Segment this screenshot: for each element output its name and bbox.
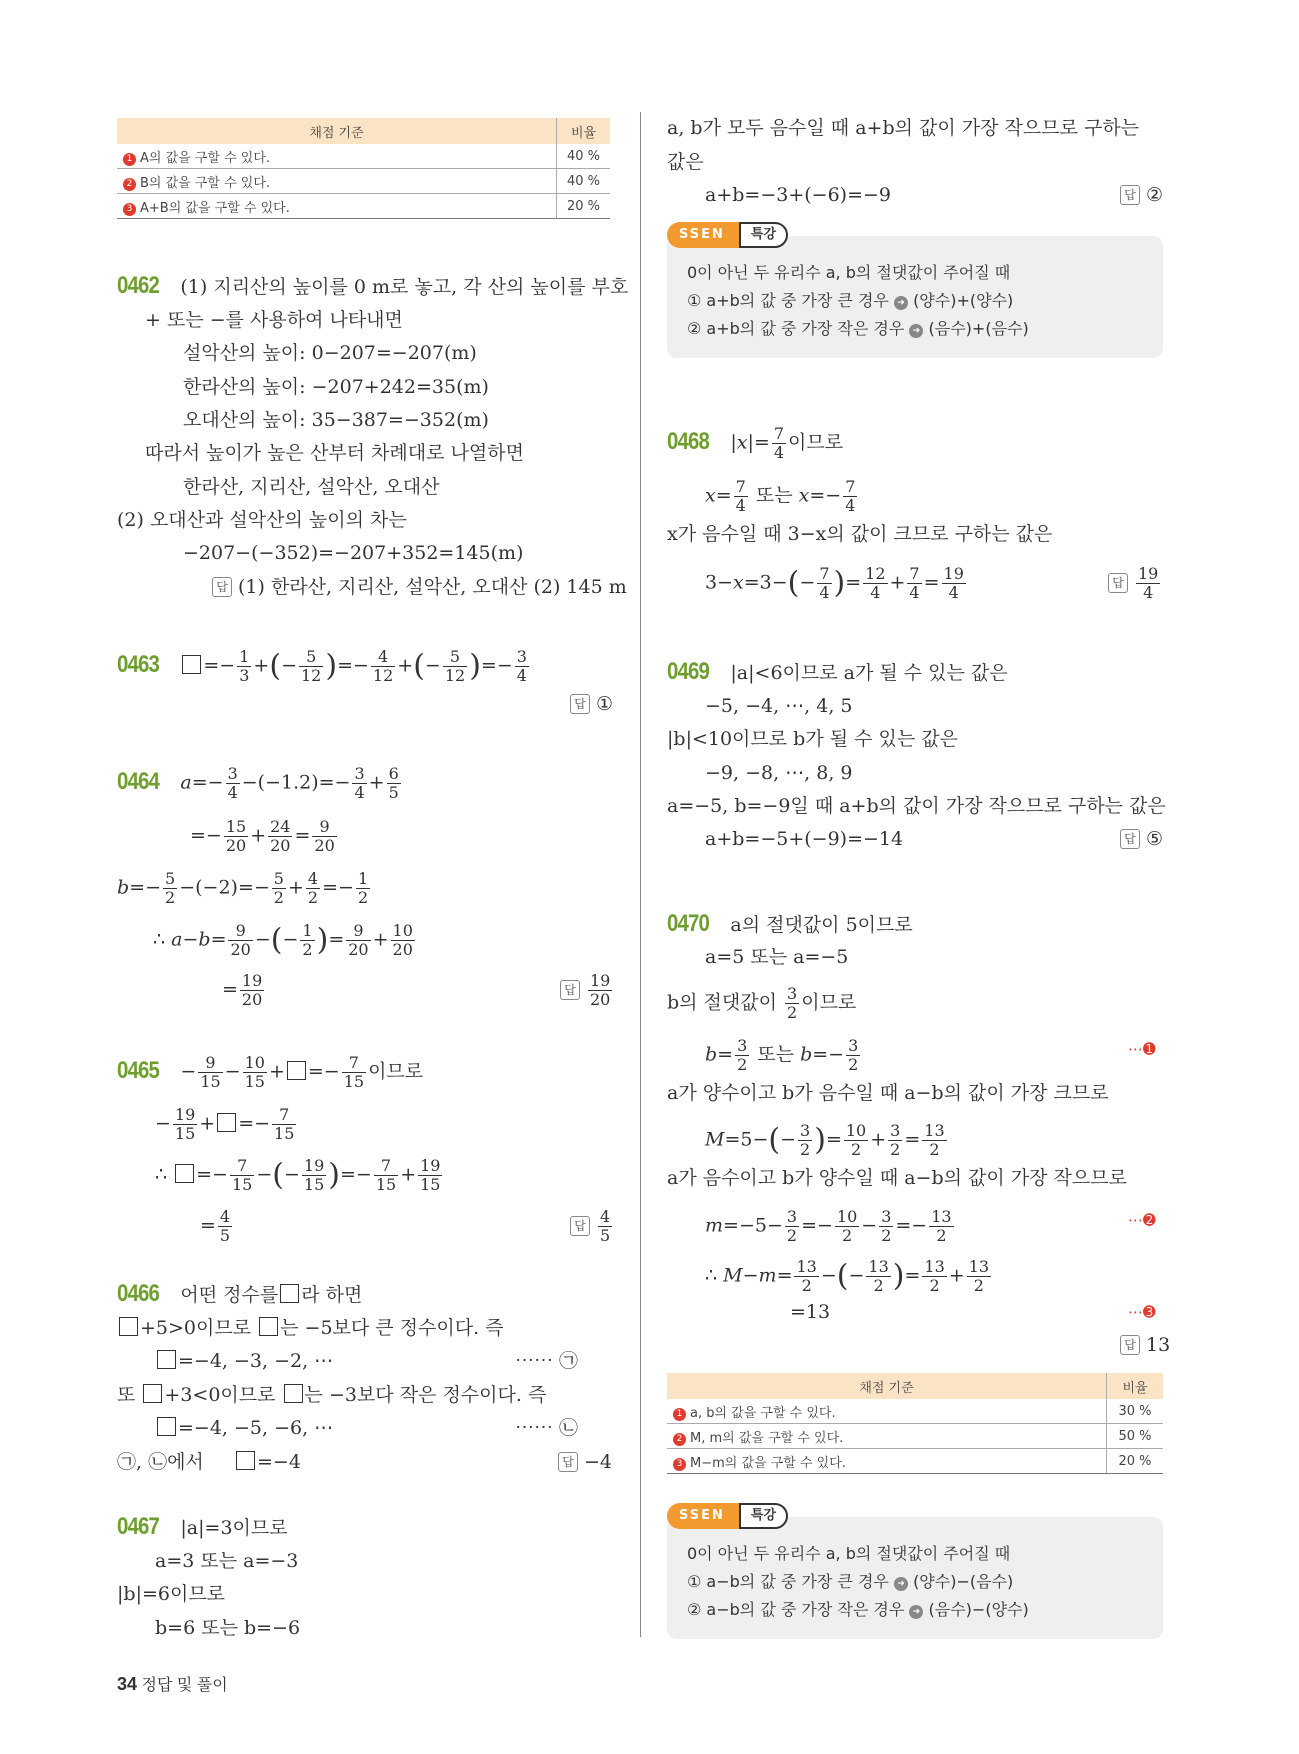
ssen-tag: SSEN 특강 [667,1503,788,1529]
problem-0462-line-5: 오대산의 높이: 35−387=−352(m) [183,409,489,431]
ratio-value: 40 % [557,144,611,169]
criteria-text: a, b의 값을 구할 수 있다. [690,1405,836,1421]
problem-0467-line-2: a=3 또는 a=−3 [155,1550,299,1572]
arrow-right-icon: ➜ [909,1605,923,1619]
problem-0465-answer: 답 $\frac{4}{5}$ [570,1208,614,1245]
table-row [667,1424,1163,1449]
problem-0466-answer: 답 −4 [558,1450,612,1474]
problem-0462-line-8: (2) 오대산과 설악산의 높이의 차는 [117,509,407,531]
problem-0465-line-1: 0465 − $\frac{9}{15}$ − $\frac{10}{15}$ + =− $\frac{7}{15}$ 이므로 [117,1053,424,1091]
problem-0469-line-1: 0469 |a|<6이므로 a가 될 수 있는 값은 [667,658,1008,685]
arrow-right-icon: ➜ [909,324,923,338]
continued-line-3: a+b=−3+(−6)=−9 [705,184,892,206]
ratio-value: 40 % [557,169,611,194]
step-3-icon: 3 [673,1458,686,1471]
ratio-value: 20 % [557,194,611,219]
problem-0467-line-3: |b|=6이므로 [117,1583,226,1605]
problem-0470-line-10: =13 [790,1301,831,1323]
problem-0467-line-1: 0467 |a|=3이므로 [117,1513,288,1540]
arrow-right-icon: ➜ [894,296,908,310]
problem-0463-line-1: 0463 =− $\frac{1}{3}$ +(− $\frac{5}{12}$ )=− $\frac{4}{12}$ +(− $\frac{5}{12}$ )=− $\frac{3}{4}$ [117,647,527,685]
criteria-header: 채점 기준 [117,118,557,144]
score-table-header [117,118,610,144]
problem-0462-line-4: 한라산의 높이: −207+242=35(m) [183,376,489,398]
step-1-icon: 1 [673,1408,686,1421]
answer-icon: 답 [570,694,590,714]
problem-0470-line-6: M=5−(− $\frac{3}{2}$ )= $\frac{10}{2}$ + $\frac{3}{2}$ = $\frac{13}{2}$ [705,1121,945,1159]
ssen-line: 0이 아닌 두 유리수 a, b의 절댓값이 주어질 때 [687,263,1011,282]
step-3-icon: 3 [123,203,136,216]
problem-0464-line-5: = $\frac{19}{20}$ [222,971,263,1009]
problem-0470-line-5: a가 양수이고 b가 음수일 때 a−b의 값이 가장 크므로 [667,1082,1109,1104]
answer-icon: 답 [558,1452,578,1472]
problem-0469-line-6: a+b=−5+(−9)=−14 [705,828,904,850]
ratio-header: 비율 [1107,1373,1164,1399]
problem-0462-line-1: 0462 (1) 지리산의 높이를 0 m로 놓고, 각 산의 높이를 부호 [117,272,629,299]
criteria-header: 채점 기준 [667,1373,1107,1399]
problem-0465-line-3: ∴ =− $\frac{7}{15}$ −(− $\frac{19}{15}$ )=− $\frac{7}{15}$ + $\frac{19}{15}$ [155,1156,441,1194]
problem-number: 0467 [117,1513,159,1540]
column-divider [640,112,641,1637]
criteria-text: B의 값을 구할 수 있다. [140,175,271,191]
step-2-icon: 2 [673,1433,686,1446]
step-2-marker: ⋯➋ [1128,1211,1156,1229]
problem-0462-answer: 답 (1) 한라산, 지리산, 설악산, 오대산 (2) 145 m [212,575,627,599]
equation-marker: ⋯⋯ ㉠ [515,1350,579,1372]
problem-number: 0470 [667,910,709,937]
continued-line-2: 값은 [667,151,704,173]
table-row [667,1399,1163,1424]
criteria-text: A+B의 값을 구할 수 있다. [140,200,290,216]
problem-0462-line-6: 따라서 높이가 높은 산부터 차례대로 나열하면 [145,442,524,464]
table-row [117,194,610,219]
problem-0464-line-4: ∴ a−b= $\frac{9}{20}$ −(− $\frac{1}{2}$ )= $\frac{9}{20}$ + $\frac{10}{20}$ [153,921,413,959]
answer-icon: 답 [1120,1335,1140,1355]
problem-0465-line-4: = $\frac{4}{5}$ [200,1207,231,1245]
problem-number: 0464 [117,767,159,795]
problem-number: 0468 [667,427,709,455]
problem-0469-line-5: a=−5, b=−9일 때 a+b의 값이 가장 작으므로 구하는 값은 [667,795,1166,817]
answer-icon: 답 [1120,185,1140,205]
ssen-tip-box-2 [667,1508,1163,1639]
score-table-2 [667,1373,1163,1474]
answer-icon: 답 [1120,829,1140,849]
criteria-text: A의 값을 구할 수 있다. [140,150,271,166]
continued-line-1: a, b가 모두 음수일 때 a+b의 값이 가장 작으므로 구하는 [667,117,1140,139]
step-1-marker: ⋯➊ [1128,1040,1156,1058]
problem-0467-line-4: b=6 또는 b=−6 [155,1617,301,1639]
step-1-icon: 1 [123,153,136,166]
problem-0468-answer: 답 $\frac{19}{4}$ [1108,565,1162,602]
step-2-icon: 2 [123,178,136,191]
problem-0462-line-7: 한라산, 지리산, 설악산, 오대산 [183,476,440,498]
ssen-tip-box-1 [667,227,1163,358]
problem-0466-line-3: =−4, −3, −2, ⋯ [155,1349,333,1373]
problem-number: 0469 [667,658,709,685]
problem-0462-line-2: + 또는 −를 사용하여 나타내면 [145,309,403,331]
problem-0464-line-2: =− $\frac{15}{20}$ + $\frac{24}{20}$ = $\frac{9}{20}$ [190,817,335,855]
problem-0464-answer: 답 $\frac{19}{20}$ [560,972,614,1009]
problem-0463-answer: 답 ① [570,692,613,716]
problem-0466-line-2: +5>0이므로 는 −5보다 큰 정수이다. 즉 [117,1316,504,1340]
problem-0470-line-4: b= $\frac{3}{2}$ 또는 b=− $\frac{3}{2}$ [705,1036,859,1074]
table-row [667,1449,1163,1474]
ssen-line: ① a+b의 값 중 가장 큰 경우 ➜ (양수)+(양수) [687,291,1014,310]
problem-number: 0462 [117,272,159,299]
ratio-header: 비율 [557,118,611,144]
problem-0469-line-3: |b|<10이므로 b가 될 수 있는 값은 [667,728,958,750]
problem-0466-line-4: 또 +3<0이므로 는 −3보다 작은 정수이다. 즉 [117,1384,547,1406]
problem-0466-line-6: ㉠, ㉡에서 =−4 [117,1451,301,1473]
arrow-right-icon: ➜ [894,1577,908,1591]
problem-0462-line-3: 설악산의 높이: 0−207=−207(m) [183,342,477,364]
answer-icon: 답 [212,577,232,597]
ssen-line: ② a−b의 값 중 가장 작은 경우 ➜ (음수)−(양수) [687,1600,1029,1619]
problem-0469-line-4: −9, −8, ⋯, 8, 9 [705,762,853,784]
answer-icon: 답 [560,980,580,1000]
problem-0468-line-2: x= $\frac{7}{4}$ 또는 x=− $\frac{7}{4}$ [705,477,856,515]
problem-0469-line-2: −5, −4, ⋯, 4, 5 [705,695,853,717]
ssen-line: 0이 아닌 두 유리수 a, b의 절댓값이 주어질 때 [687,1544,1011,1563]
problem-0470-line-8: m=−5− $\frac{3}{2}$ =− $\frac{10}{2}$ − $\frac{3}{2}$ =− $\frac{13}{2}$ [705,1207,952,1245]
criteria-text: M, m의 값을 구할 수 있다. [690,1430,844,1446]
problem-0465-line-2: − $\frac{19}{15}$ + =− $\frac{7}{15}$ [155,1105,295,1143]
problem-0470-line-1: 0470 a의 절댓값이 5이므로 [667,910,913,937]
step-3-marker: ⋯➌ [1128,1303,1156,1321]
equation-marker: ⋯⋯ ㉡ [515,1417,579,1439]
problem-0468-line-1: 0468 |x|= $\frac{7}{4}$ 이므로 [667,424,844,462]
problem-0466-line-1: 0466 어떤 정수를 라 하면 [117,1280,363,1307]
table-row [117,169,610,194]
ratio-value: 30 % [1107,1399,1164,1424]
problem-0470-answer: 답 13 [1120,1333,1170,1357]
ssen-line: ② a+b의 값 중 가장 작은 경우 ➜ (음수)+(음수) [687,319,1029,338]
problem-0467-answer: 답 ② [1120,183,1163,207]
problem-number: 0463 [117,650,159,678]
problem-0470-line-7: a가 음수이고 b가 양수일 때 a−b의 값이 가장 작으므로 [667,1167,1127,1189]
problem-0468-line-4: 3−x=3−(− $\frac{7}{4}$ )= $\frac{12}{4}$ + $\frac{7}{4}$ = $\frac{19}{4}$ [705,564,964,602]
page-number: 34 [117,1674,138,1694]
page-footer [117,1672,228,1695]
problem-0462-line-9: −207−(−352)=−207+352=145(m) [183,542,524,564]
problem-0466-line-5: =−4, −5, −6, ⋯ [155,1416,333,1440]
ssen-tag: SSEN 특강 [667,222,788,248]
problem-0464-line-3: b=− $\frac{5}{2}$ −(−2)=− $\frac{5}{2}$ + $\frac{4}{2}$ =− $\frac{1}{2}$ [117,869,369,907]
ratio-value: 50 % [1107,1424,1164,1449]
criteria-text: M−m의 값을 구할 수 있다. [690,1455,846,1471]
problem-0470-line-2: a=5 또는 a=−5 [705,946,849,968]
answer-icon: 답 [1108,573,1128,593]
table-row [117,144,610,169]
problem-0470-line-3: b의 절댓값이 $\frac{3}{2}$ 이므로 [667,984,857,1022]
problem-0470-line-9: ∴ M−m= $\frac{13}{2}$ −(− $\frac{13}{2}$ )= $\frac{13}{2}$ + $\frac{13}{2}$ [705,1257,990,1295]
problem-number: 0466 [117,1280,159,1307]
answer-icon: 답 [570,1216,590,1236]
footer-title: 정답 및 풀이 [141,1677,228,1694]
score-table-header [667,1373,1163,1399]
ssen-line: ① a−b의 값 중 가장 큰 경우 ➜ (양수)−(음수) [687,1572,1014,1591]
ratio-value: 20 % [1107,1449,1164,1474]
score-table-1 [117,118,610,219]
problem-number: 0465 [117,1056,159,1084]
problem-0464-line-1: 0464 a=− $\frac{3}{4}$ −(−1.2)=− $\frac{3}{4}$ + $\frac{6}{5}$ [117,764,399,802]
problem-0469-answer: 답 ⑤ [1120,827,1163,851]
problem-0468-line-3: x가 음수일 때 3−x의 값이 크므로 구하는 값은 [667,523,1053,545]
